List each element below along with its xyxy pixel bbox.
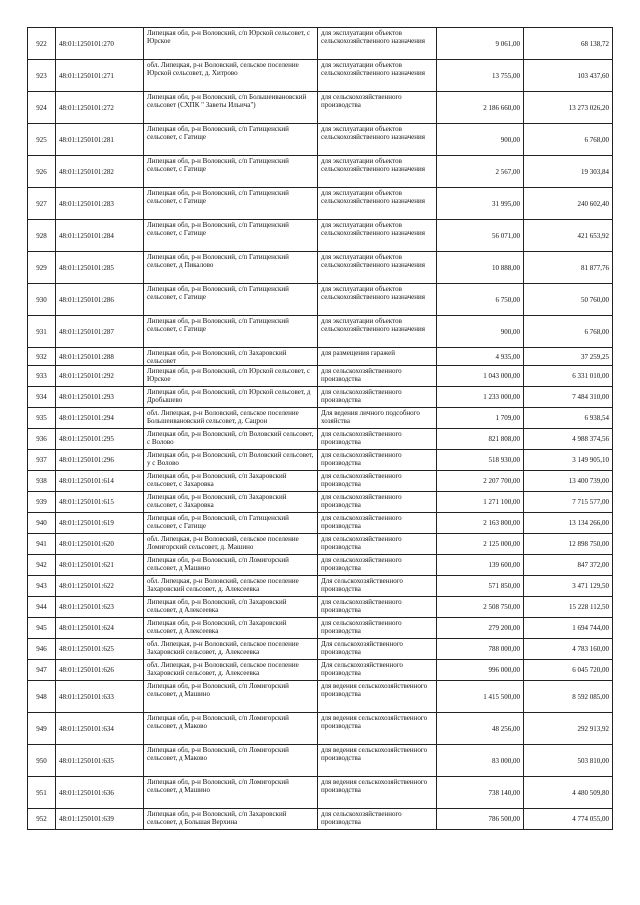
row-number-cell: 952 [28, 809, 56, 830]
land-use-cell: для размещения гаражей [318, 348, 437, 366]
land-use-cell: для сельскохозяйственного производства [318, 429, 437, 450]
land-use-cell: для сельскохозяйственного производства [318, 597, 437, 618]
cadastral-value-cell: 847 372,00 [524, 555, 613, 576]
cadastral-value-cell: 421 653,92 [524, 220, 613, 252]
land-use-cell: для эксплуатации объектов сельскохозяйственного назначения [318, 252, 437, 284]
area-cell: 738 140,00 [437, 777, 524, 809]
cadastral-value-cell: 8 592 085,00 [524, 681, 613, 713]
address-cell: Липецкая обл, р-н Воловский, с/п Гатищенский сельсовет, с Гатище [144, 188, 318, 220]
row-number-cell: 931 [28, 316, 56, 348]
cadastral-value-cell: 37 259,25 [524, 348, 613, 366]
cadastral-number-cell: 48:01:1250101:270 [56, 28, 144, 60]
row-number-cell: 951 [28, 777, 56, 809]
land-use-cell: для сельскохозяйственного производства [318, 92, 437, 124]
area-cell: 571 850,00 [437, 576, 524, 597]
cadastral-value-cell: 81 877,76 [524, 252, 613, 284]
row-number-cell: 933 [28, 366, 56, 387]
cadastral-number-cell: 48:01:1250101:296 [56, 450, 144, 471]
address-cell: Липецкая обл, р-н Воловский, с/п Захаровский сельсовет, д Алексеевка [144, 618, 318, 639]
table-row [28, 777, 613, 809]
table-row [28, 28, 613, 60]
address-cell: обл. Липецкая, р-н Воловский, сельское поселение Захаровский сельсовет, д. Алексеевка [144, 576, 318, 597]
area-cell: 996 000,00 [437, 660, 524, 681]
table-row [28, 408, 613, 429]
area-cell: 2 186 660,00 [437, 92, 524, 124]
cadastral-value-cell: 19 303,84 [524, 156, 613, 188]
area-cell: 9 061,00 [437, 28, 524, 60]
area-cell: 1 233 000,00 [437, 387, 524, 408]
cadastral-value-cell: 6 045 720,00 [524, 660, 613, 681]
cadastral-number-cell: 48:01:1250101:293 [56, 387, 144, 408]
row-number-cell: 942 [28, 555, 56, 576]
address-cell: Липецкая обл, р-н Воловский, с/п Юрской сельсовет, с Юрское [144, 366, 318, 387]
land-use-cell: для сельскохозяйственного производства [318, 492, 437, 513]
row-number-cell: 937 [28, 450, 56, 471]
area-cell: 900,00 [437, 124, 524, 156]
land-use-cell: для эксплуатации объектов сельскохозяйственного назначения [318, 124, 437, 156]
address-cell: обл. Липецкая, р-н Воловский, сельское поселение Большеивановский сельсовет, д. Сацрон [144, 408, 318, 429]
cadastral-number-cell: 48:01:1250101:295 [56, 429, 144, 450]
address-cell: обл. Липецкая, р-н Воловский, сельское поселение Юрской сельсовет, д. Хитрово [144, 60, 318, 92]
area-cell: 6 750,00 [437, 284, 524, 316]
area-cell: 10 888,00 [437, 252, 524, 284]
area-cell: 788 000,00 [437, 639, 524, 660]
row-number-cell: 934 [28, 387, 56, 408]
area-cell: 31 995,00 [437, 188, 524, 220]
cadastral-value-cell: 68 138,72 [524, 28, 613, 60]
land-use-cell: Для сельскохозяйственного производства [318, 639, 437, 660]
row-number-cell: 925 [28, 124, 56, 156]
land-use-cell: для сельскохозяйственного производства [318, 809, 437, 830]
cadastral-number-cell: 48:01:1250101:639 [56, 809, 144, 830]
area-cell: 279 200,00 [437, 618, 524, 639]
row-number-cell: 947 [28, 660, 56, 681]
table-row [28, 92, 613, 124]
table-row [28, 597, 613, 618]
address-cell: Липецкая обл, р-н Воловский, с/п Захаровский сельсовет, с Захаровка [144, 471, 318, 492]
cadastral-value-cell: 6 768,00 [524, 316, 613, 348]
land-use-cell: для ведения сельскохозяйственного производства [318, 681, 437, 713]
cadastral-number-cell: 48:01:1250101:634 [56, 713, 144, 745]
row-number-cell: 944 [28, 597, 56, 618]
table-row [28, 387, 613, 408]
cadastral-number-cell: 48:01:1250101:621 [56, 555, 144, 576]
cadastral-value-cell: 6 331 010,00 [524, 366, 613, 387]
cadastral-value-cell: 292 913,92 [524, 713, 613, 745]
land-use-cell: для сельскохозяйственного производства [318, 555, 437, 576]
land-use-cell: для эксплуатации объектов сельскохозяйственного назначения [318, 284, 437, 316]
cadastral-number-cell: 48:01:1250101:635 [56, 745, 144, 777]
table-row [28, 188, 613, 220]
cadastral-value-cell: 6 938,54 [524, 408, 613, 429]
cadastral-number-cell: 48:01:1250101:292 [56, 366, 144, 387]
table-row [28, 660, 613, 681]
row-number-cell: 949 [28, 713, 56, 745]
area-cell: 2 125 000,00 [437, 534, 524, 555]
land-plots-table-page [27, 27, 612, 830]
address-cell: обл. Липецкая, р-н Воловский, сельское поселение Ломигорский сельсовет, д. Машино [144, 534, 318, 555]
land-use-cell: Для сельскохозяйственного производства [318, 576, 437, 597]
row-number-cell: 927 [28, 188, 56, 220]
row-number-cell: 936 [28, 429, 56, 450]
row-number-cell: 930 [28, 284, 56, 316]
address-cell: Липецкая обл, р-н Воловский, с/п Ломигорский сельсовет, д Маково [144, 745, 318, 777]
table-row [28, 156, 613, 188]
cadastral-number-cell: 48:01:1250101:294 [56, 408, 144, 429]
address-cell: Липецкая обл, р-н Воловский, с/п Ломигорский сельсовет, д Машино [144, 555, 318, 576]
land-use-cell: для сельскохозяйственного производства [318, 387, 437, 408]
cadastral-number-cell: 48:01:1250101:623 [56, 597, 144, 618]
land-use-cell: Для ведения личного подсобного хозяйства [318, 408, 437, 429]
land-use-cell: для сельскохозяйственного производства [318, 471, 437, 492]
address-cell: Липецкая обл, р-н Воловский, с/п Ломигорский сельсовет, д Машино [144, 681, 318, 713]
cadastral-value-cell: 50 760,00 [524, 284, 613, 316]
area-cell: 2 508 750,00 [437, 597, 524, 618]
row-number-cell: 938 [28, 471, 56, 492]
row-number-cell: 932 [28, 348, 56, 366]
cadastral-value-cell: 4 988 374,56 [524, 429, 613, 450]
cadastral-number-cell: 48:01:1250101:620 [56, 534, 144, 555]
cadastral-number-cell: 48:01:1250101:287 [56, 316, 144, 348]
cadastral-value-cell: 503 810,00 [524, 745, 613, 777]
area-cell: 1 709,00 [437, 408, 524, 429]
cadastral-number-cell: 48:01:1250101:285 [56, 252, 144, 284]
area-cell: 2 567,00 [437, 156, 524, 188]
table-row [28, 366, 613, 387]
table-row [28, 713, 613, 745]
area-cell: 1 043 000,00 [437, 366, 524, 387]
table-row [28, 555, 613, 576]
cadastral-value-cell: 3 471 129,50 [524, 576, 613, 597]
area-cell: 56 071,00 [437, 220, 524, 252]
cadastral-number-cell: 48:01:1250101:271 [56, 60, 144, 92]
address-cell: Липецкая обл, р-н Воловский, с/п Воловский сельсовет, у с Волово [144, 450, 318, 471]
table-row [28, 284, 613, 316]
row-number-cell: 940 [28, 513, 56, 534]
cadastral-value-cell: 13 134 266,00 [524, 513, 613, 534]
row-number-cell: 950 [28, 745, 56, 777]
land-use-cell: для сельскохозяйственного производства [318, 366, 437, 387]
land-use-cell: для ведения сельскохозяйственного производства [318, 713, 437, 745]
land-use-cell: для эксплуатации объектов сельскохозяйственного назначения [318, 60, 437, 92]
cadastral-value-cell: 13 273 026,20 [524, 92, 613, 124]
cadastral-value-cell: 12 898 750,00 [524, 534, 613, 555]
cadastral-number-cell: 48:01:1250101:619 [56, 513, 144, 534]
cadastral-number-cell: 48:01:1250101:614 [56, 471, 144, 492]
row-number-cell: 939 [28, 492, 56, 513]
table-row [28, 513, 613, 534]
cadastral-value-cell: 103 437,60 [524, 60, 613, 92]
cadastral-number-cell: 48:01:1250101:636 [56, 777, 144, 809]
address-cell: обл. Липецкая, р-н Воловский, сельское поселение Захаровский сельсовет, д. Алексеевка [144, 639, 318, 660]
cadastral-number-cell: 48:01:1250101:625 [56, 639, 144, 660]
address-cell: Липецкая обл, р-н Воловский, с/п Гатищенский сельсовет, с Гатище [144, 284, 318, 316]
table-body [28, 28, 613, 830]
land-use-cell: для эксплуатации объектов сельскохозяйственного назначения [318, 188, 437, 220]
row-number-cell: 946 [28, 639, 56, 660]
table-row [28, 809, 613, 830]
address-cell: Липецкая обл, р-н Воловский, с/п Воловский сельсовет, с Волово [144, 429, 318, 450]
area-cell: 821 808,00 [437, 429, 524, 450]
area-cell: 1 271 100,00 [437, 492, 524, 513]
address-cell: Липецкая обл, р-н Воловский, с/п Большеивановский сельсовет (СХПК " Заветы Ильича") [144, 92, 318, 124]
cadastral-number-cell: 48:01:1250101:272 [56, 92, 144, 124]
row-number-cell: 922 [28, 28, 56, 60]
cadastral-number-cell: 48:01:1250101:283 [56, 188, 144, 220]
address-cell: Липецкая обл, р-н Воловский, с/п Гатищенский сельсовет, д Пикалово [144, 252, 318, 284]
address-cell: Липецкая обл, р-н Воловский, с/п Гатищенский сельсовет, с Гатище [144, 513, 318, 534]
land-use-cell: для эксплуатации объектов сельскохозяйственного назначения [318, 220, 437, 252]
cadastral-number-cell: 48:01:1250101:624 [56, 618, 144, 639]
land-use-cell: для сельскохозяйственного производства [318, 450, 437, 471]
cadastral-value-cell: 4 783 160,00 [524, 639, 613, 660]
cadastral-number-cell: 48:01:1250101:282 [56, 156, 144, 188]
cadastral-value-cell: 15 228 112,50 [524, 597, 613, 618]
table-row [28, 450, 613, 471]
address-cell: Липецкая обл, р-н Воловский, с/п Захаровский сельсовет [144, 348, 318, 366]
row-number-cell: 929 [28, 252, 56, 284]
area-cell: 786 500,00 [437, 809, 524, 830]
table-row [28, 348, 613, 366]
row-number-cell: 948 [28, 681, 56, 713]
row-number-cell: 923 [28, 60, 56, 92]
table-row [28, 576, 613, 597]
land-plots-table [27, 27, 613, 830]
address-cell: Липецкая обл, р-н Воловский, с/п Ломигорский сельсовет, д Машино [144, 777, 318, 809]
table-row [28, 124, 613, 156]
row-number-cell: 941 [28, 534, 56, 555]
table-row [28, 681, 613, 713]
cadastral-value-cell: 13 400 739,00 [524, 471, 613, 492]
cadastral-number-cell: 48:01:1250101:633 [56, 681, 144, 713]
address-cell: Липецкая обл, р-н Воловский, с/п Гатищенский сельсовет, с Гатище [144, 316, 318, 348]
table-row [28, 745, 613, 777]
table-row [28, 220, 613, 252]
cadastral-number-cell: 48:01:1250101:281 [56, 124, 144, 156]
table-row [28, 252, 613, 284]
address-cell: Липецкая обл, р-н Воловский, с/п Захаровский сельсовет, с Захаровка [144, 492, 318, 513]
area-cell: 4 935,00 [437, 348, 524, 366]
table-row [28, 618, 613, 639]
land-use-cell: для ведения сельскохозяйственного производства [318, 777, 437, 809]
cadastral-number-cell: 48:01:1250101:626 [56, 660, 144, 681]
address-cell: Липецкая обл, р-н Воловский, с/п Захаровский сельсовет, д Большая Верхина [144, 809, 318, 830]
table-row [28, 471, 613, 492]
address-cell: Липецкая обл, р-н Воловский, с/п Гатищенский сельсовет, с Гатище [144, 124, 318, 156]
land-use-cell: для эксплуатации объектов сельскохозяйственного назначения [318, 28, 437, 60]
row-number-cell: 943 [28, 576, 56, 597]
table-row [28, 534, 613, 555]
land-use-cell: для сельскохозяйственного производства [318, 513, 437, 534]
cadastral-number-cell: 48:01:1250101:288 [56, 348, 144, 366]
table-row [28, 639, 613, 660]
land-use-cell: для эксплуатации объектов сельскохозяйственного назначения [318, 156, 437, 188]
cadastral-value-cell: 3 149 905,10 [524, 450, 613, 471]
table-row [28, 60, 613, 92]
land-use-cell: Для сельскохозяйственного производства [318, 660, 437, 681]
row-number-cell: 935 [28, 408, 56, 429]
cadastral-value-cell: 4 480 509,80 [524, 777, 613, 809]
land-use-cell: для ведения сельскохозяйственного производства [318, 745, 437, 777]
cadastral-value-cell: 1 694 744,00 [524, 618, 613, 639]
area-cell: 83 000,00 [437, 745, 524, 777]
address-cell: Липецкая обл, р-н Воловский, с/п Гатищенский сельсовет, с Гатище [144, 156, 318, 188]
cadastral-value-cell: 7 715 577,00 [524, 492, 613, 513]
address-cell: Липецкая обл, р-н Воловский, с/п Ломигорский сельсовет, д Маково [144, 713, 318, 745]
cadastral-value-cell: 240 602,40 [524, 188, 613, 220]
row-number-cell: 928 [28, 220, 56, 252]
cadastral-number-cell: 48:01:1250101:615 [56, 492, 144, 513]
cadastral-value-cell: 7 484 310,00 [524, 387, 613, 408]
table-row [28, 429, 613, 450]
area-cell: 2 163 800,00 [437, 513, 524, 534]
address-cell: Липецкая обл, р-н Воловский, с/п Гатищенский сельсовет, с Гатище [144, 220, 318, 252]
area-cell: 1 415 500,00 [437, 681, 524, 713]
table-row [28, 316, 613, 348]
address-cell: Липецкая обл, р-н Воловский, с/п Юрской сельсовет, с Юрское [144, 28, 318, 60]
cadastral-number-cell: 48:01:1250101:286 [56, 284, 144, 316]
area-cell: 900,00 [437, 316, 524, 348]
address-cell: обл. Липецкая, р-н Воловский, сельское поселение Захаровский сельсовет, д. Алексеевка [144, 660, 318, 681]
row-number-cell: 924 [28, 92, 56, 124]
cadastral-value-cell: 6 768,00 [524, 124, 613, 156]
area-cell: 518 930,00 [437, 450, 524, 471]
table-row [28, 492, 613, 513]
area-cell: 139 600,00 [437, 555, 524, 576]
area-cell: 2 207 700,00 [437, 471, 524, 492]
cadastral-number-cell: 48:01:1250101:284 [56, 220, 144, 252]
area-cell: 13 755,00 [437, 60, 524, 92]
land-use-cell: для сельскохозяйственного производства [318, 618, 437, 639]
land-use-cell: для эксплуатации объектов сельскохозяйственного назначения [318, 316, 437, 348]
row-number-cell: 945 [28, 618, 56, 639]
address-cell: Липецкая обл, р-н Воловский, с/п Захаровский сельсовет, д Алексеевка [144, 597, 318, 618]
land-use-cell: для сельскохозяйственного производства [318, 534, 437, 555]
cadastral-value-cell: 4 774 055,00 [524, 809, 613, 830]
cadastral-number-cell: 48:01:1250101:622 [56, 576, 144, 597]
address-cell: Липецкая обл, р-н Воловский, с/п Юрской сельсовет, д Дробышево [144, 387, 318, 408]
area-cell: 48 256,00 [437, 713, 524, 745]
row-number-cell: 926 [28, 156, 56, 188]
